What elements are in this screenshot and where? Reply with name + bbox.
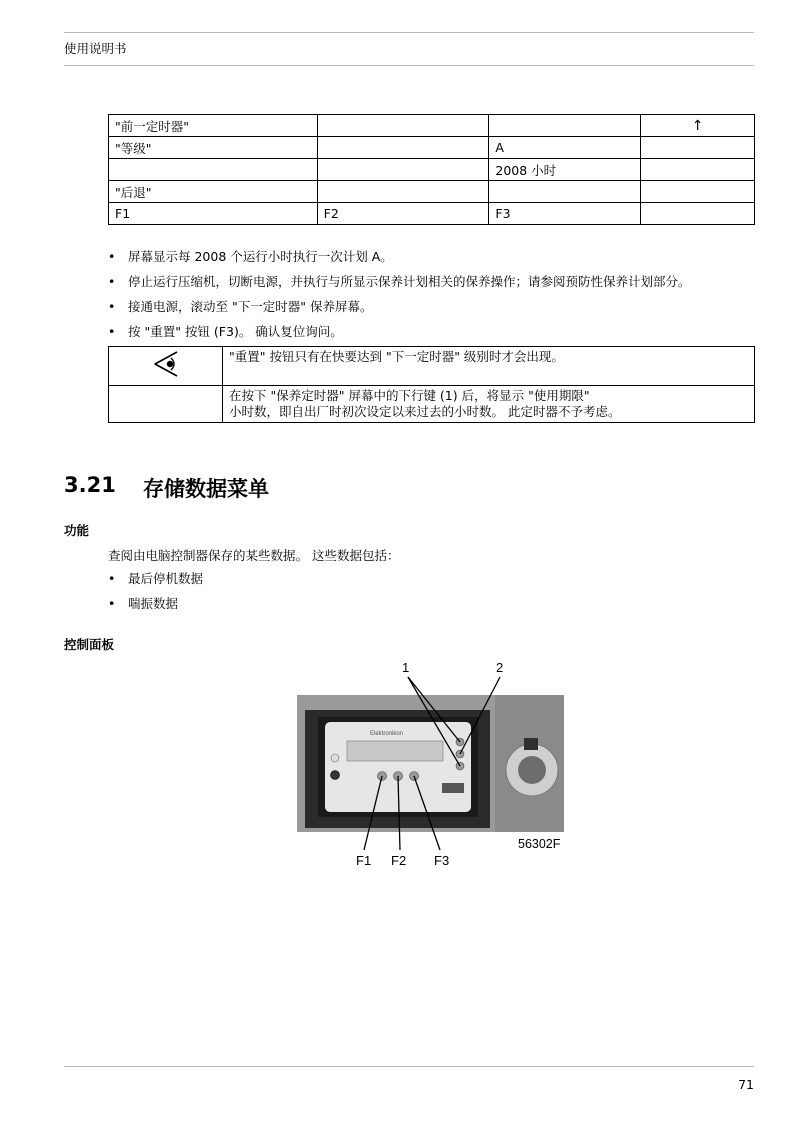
section-title: 存储数据菜单 bbox=[143, 477, 269, 501]
note-text: "重置" 按钮只有在快要达到 "下一定时器" 级别时才会出现。 bbox=[223, 347, 755, 386]
table-cell: "后退" bbox=[109, 181, 318, 203]
footer-rule bbox=[64, 1066, 754, 1067]
note-line: 小时数，即自出厂时初次设定以来过去的小时数。 此定时器不予考虑。 bbox=[229, 404, 621, 419]
f1-label: F1 bbox=[356, 853, 372, 868]
intro-paragraph: 查阅由电脑控制器保存的某些数据。 这些数据包括： bbox=[108, 548, 400, 563]
table-cell: F1 bbox=[109, 203, 318, 225]
notes-table bbox=[108, 346, 755, 423]
table-cell bbox=[317, 181, 489, 203]
table-row bbox=[109, 203, 755, 225]
table-cell: 2008 小时 bbox=[489, 159, 641, 181]
table-row bbox=[109, 115, 755, 137]
section-number: 3.21 bbox=[64, 473, 116, 497]
f3-label: F3 bbox=[434, 853, 450, 868]
stop-button[interactable] bbox=[331, 771, 340, 780]
eye-icon bbox=[150, 349, 182, 379]
list-item: • 喘振数据 bbox=[108, 595, 203, 620]
list-item: • 停止运行压缩机，切断电源，并执行与所显示保养计划相关的保养操作；请参阅预防性保养计划部分。 bbox=[108, 273, 691, 298]
data-list bbox=[108, 570, 203, 620]
table-cell bbox=[489, 181, 641, 203]
f2-label: F2 bbox=[391, 853, 407, 868]
table-cell: A bbox=[489, 137, 641, 159]
list-item: • 屏幕显示每 2008 个运行小时执行一次计划 A。 bbox=[108, 248, 691, 273]
table-cell bbox=[109, 159, 318, 181]
table-row bbox=[109, 137, 755, 159]
control-panel-figure bbox=[290, 655, 580, 870]
table-cell bbox=[317, 115, 489, 137]
table-cell bbox=[641, 137, 755, 159]
note-text bbox=[223, 386, 755, 423]
page-number: 71 bbox=[738, 1077, 754, 1092]
table-cell: F2 bbox=[317, 203, 489, 225]
table-row bbox=[109, 159, 755, 181]
warning-label bbox=[524, 738, 538, 750]
callout-1-label: 1 bbox=[402, 660, 410, 675]
panel-heading: 控制面板 bbox=[64, 637, 115, 652]
note-empty-cell bbox=[109, 386, 223, 423]
list-item: • 接通电源，滚动至 "下一定时器" 保养屏幕。 bbox=[108, 298, 691, 323]
emergency-stop-button[interactable] bbox=[518, 756, 546, 784]
list-item: • 最后停机数据 bbox=[108, 570, 203, 595]
table-row bbox=[109, 386, 755, 423]
table-cell bbox=[489, 115, 641, 137]
table-cell bbox=[317, 137, 489, 159]
list-item: • 按 "重置" 按钮 (F3)。 确认复位询问。 bbox=[108, 323, 691, 348]
table-cell bbox=[641, 181, 755, 203]
controller-display bbox=[347, 741, 443, 761]
table-cell: "等级" bbox=[109, 137, 318, 159]
note-icon-cell bbox=[109, 347, 223, 386]
up-arrow-icon: ↑ bbox=[641, 115, 755, 137]
note-line: 在按下 "保养定时器" 屏幕中的下行键 (1) 后，将显示 "使用期限" bbox=[229, 388, 590, 403]
table-cell: "前一定时器" bbox=[109, 115, 318, 137]
table-cell bbox=[641, 203, 755, 225]
screen-layout-table bbox=[108, 114, 755, 225]
table-cell: F3 bbox=[489, 203, 641, 225]
controller-brand: Elektronikon bbox=[370, 731, 404, 737]
start-button[interactable] bbox=[331, 754, 339, 762]
table-row bbox=[109, 181, 755, 203]
figure-id: 56302F bbox=[518, 837, 561, 851]
table-row bbox=[109, 347, 755, 386]
header-bottom-rule bbox=[64, 65, 754, 66]
function-heading: 功能 bbox=[64, 523, 90, 538]
table-cell bbox=[641, 159, 755, 181]
procedure-list bbox=[108, 248, 691, 348]
table-cell bbox=[317, 159, 489, 181]
callout-2-label: 2 bbox=[496, 660, 504, 675]
manufacturer-logo bbox=[442, 783, 464, 793]
header-top-rule bbox=[64, 32, 754, 33]
document-title: 使用说明书 bbox=[64, 41, 127, 56]
